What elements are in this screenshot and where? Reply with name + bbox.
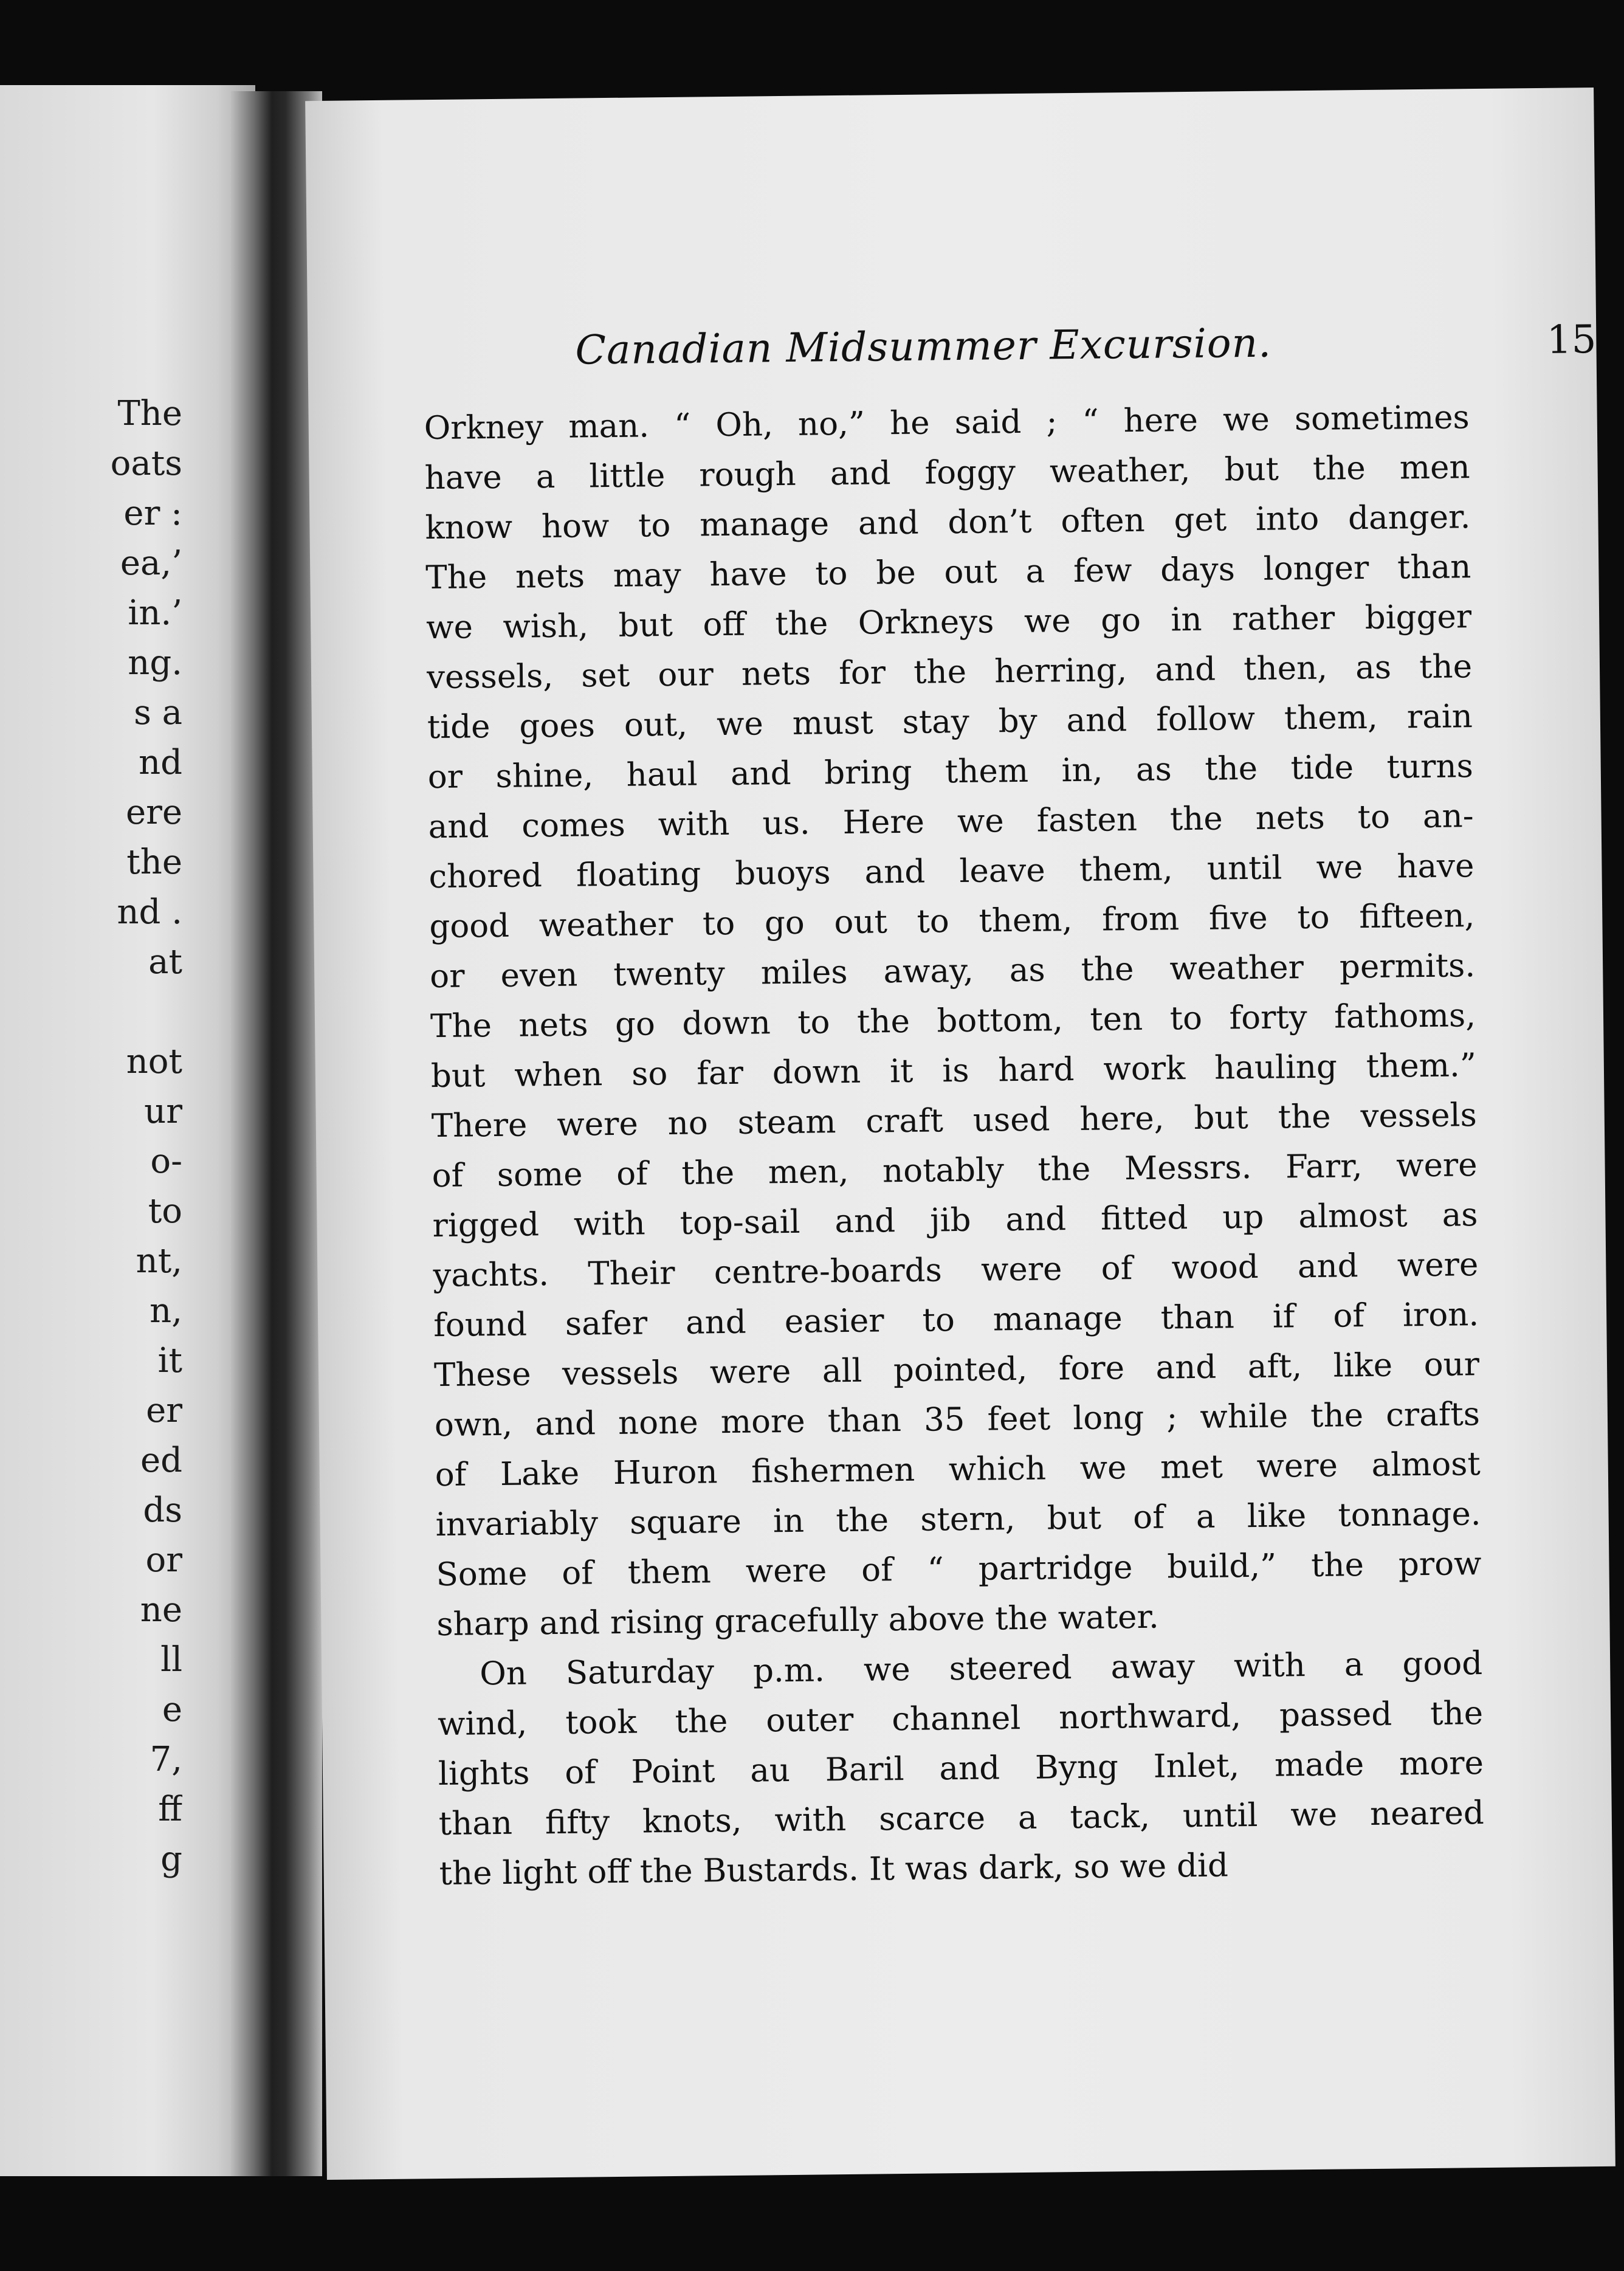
- text-line: vessels, set our nets for the herring, and then, as the: [426, 648, 1473, 697]
- left-page-line: or: [145, 1540, 182, 1580]
- text-line: The nets go down to the bottom, ten to forty fathoms,: [430, 997, 1476, 1046]
- left-page-line: nd .: [117, 892, 182, 932]
- left-page-line: to: [148, 1191, 182, 1231]
- text-line: There were no steam craft used here, but the vessels: [431, 1097, 1478, 1145]
- text-line: we wish, but off the Orkneys we go in rather bigger: [425, 598, 1472, 647]
- left-page-line: ed: [140, 1441, 182, 1480]
- text-line: or shine, haul and bring them in, as the tide turns: [427, 748, 1474, 796]
- text-line: found safer and easier to manage than if of iron.: [433, 1296, 1479, 1345]
- text-line: lights of Point au Baril and Byng Inlet, made more: [438, 1745, 1484, 1793]
- text-line: know how to manage and don’t often get into danger.: [425, 498, 1471, 547]
- right-page: [305, 88, 1615, 2180]
- left-page-line: o-: [150, 1142, 182, 1181]
- page-number: 15: [1546, 317, 1597, 363]
- left-page-line: nd: [139, 743, 182, 782]
- left-page-line: er: [146, 1391, 182, 1430]
- left-page-line: nt,: [136, 1241, 182, 1281]
- body-text: [424, 393, 1485, 1899]
- left-page-line: 7,: [150, 1740, 182, 1779]
- left-page-line: ere: [125, 793, 182, 832]
- text-line: and comes with us. Here we fasten the nets to an-: [428, 798, 1474, 846]
- text-line: invariably square in the stern, but of a like tonnage.: [435, 1495, 1481, 1544]
- left-page-line: it: [157, 1341, 182, 1380]
- text-line: or even twenty miles away, as the weather permits.: [429, 947, 1476, 996]
- text-line: of some of the men, notably the Messrs. Farr, were: [432, 1146, 1478, 1195]
- left-page-line: e: [162, 1690, 182, 1729]
- left-page-line: oats: [110, 444, 182, 483]
- left-page-line: ff: [158, 1790, 182, 1829]
- left-page-line: er :: [123, 494, 182, 533]
- left-page-line: in.’: [128, 593, 182, 633]
- left-page-line: ne: [140, 1590, 182, 1630]
- left-page-line: ur: [144, 1092, 182, 1131]
- text-line: wind, took the outer channel northward, passed the: [437, 1695, 1484, 1743]
- left-page-line: not: [126, 1042, 182, 1081]
- text-line: but when so far down it is hard work hauling them.”: [430, 1047, 1477, 1095]
- left-page-line: at: [148, 942, 182, 982]
- left-page-line: ds: [143, 1490, 182, 1530]
- text-line: own, and none more than 35 feet long ; while the crafts: [434, 1396, 1481, 1444]
- left-page-line: ea,’: [120, 543, 182, 583]
- text-line: than fifty knots, with scarce a tack, until we neared: [438, 1794, 1485, 1843]
- left-page-line: [0, 987, 182, 1037]
- text-line: good weather to go out to them, from five to fifteen,: [429, 897, 1475, 946]
- left-page-line: the: [126, 843, 182, 882]
- running-head: [575, 306, 1597, 384]
- text-line: tide goes out, we must stay by and follow them, rain: [427, 698, 1473, 746]
- left-page-line: ng.: [128, 643, 182, 683]
- text-line: the light off the Bustards. It was dark, so we did: [439, 1847, 1229, 1893]
- text-line: Orkney man. “ Oh, no,” he said ; “ here we sometimes: [424, 399, 1470, 447]
- text-line: Some of them were of “ partridge build,” the prow: [436, 1545, 1482, 1594]
- left-page-line: n,: [150, 1291, 182, 1331]
- text-line: These vessels were all pointed, fore and aft, like our: [433, 1346, 1480, 1394]
- text-line: rigged with top-sail and jib and fitted up almost as: [432, 1196, 1478, 1245]
- text-line: chored floating buoys and leave them, until we have: [428, 847, 1474, 896]
- left-page-line: The: [117, 394, 182, 433]
- text-line: sharp and rising gracefully above the water.: [436, 1598, 1160, 1644]
- left-page-line: g: [160, 1839, 182, 1879]
- text-line: of Lake Huron fishermen which we met were almost: [435, 1446, 1481, 1494]
- left-page-line: s a: [134, 693, 182, 732]
- text-line: have a little rough and foggy weather, but the men: [424, 449, 1470, 497]
- left-page-text-fragments: [0, 389, 182, 1884]
- running-title: Canadian Midsummer Excursion.: [575, 319, 1272, 374]
- text-line: yachts. Their centre-boards were of wood and were: [433, 1246, 1479, 1295]
- left-page-line: ll: [160, 1640, 182, 1680]
- text-line: On Saturday p.m. we steered away with a good: [479, 1645, 1483, 1693]
- text-line: The nets may have to be out a few days longer than: [425, 548, 1471, 597]
